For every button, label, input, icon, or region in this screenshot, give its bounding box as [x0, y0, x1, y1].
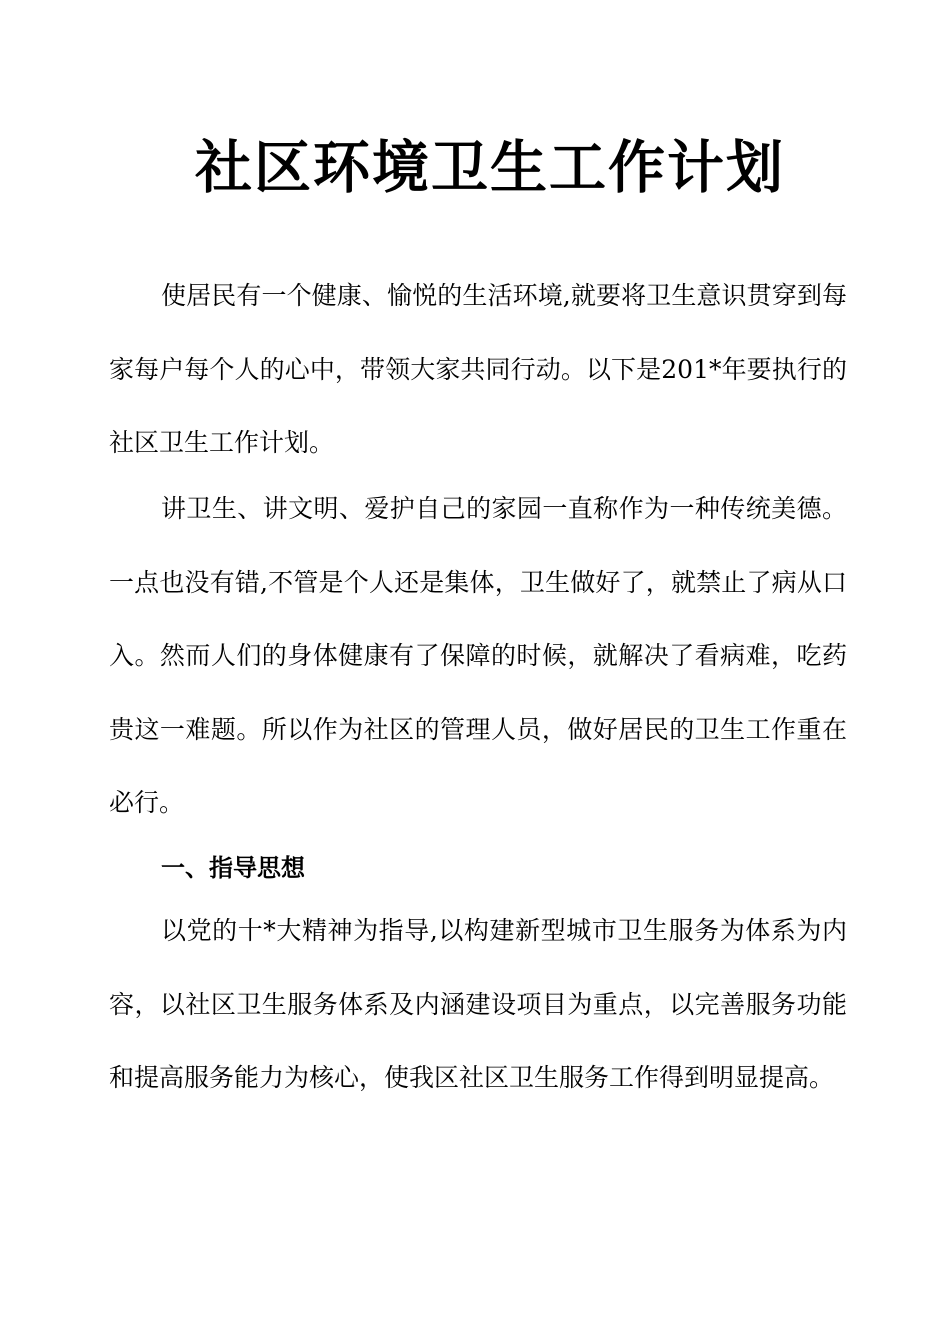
guiding-thought-paragraph: 以党的十*大精神为指导,以构建新型城市卫生服务为体系为内容，以社区卫生服务体系及内涵建设项目为重点，以完善服务功能和提高服务能力为核心，使我区社区卫生服务工作得到明显提高。 — [109, 916, 847, 1092]
intro-paragraph: 使居民有一个健康、愉悦的生活环境,就要将卫生意识贯穿到每家每户每个人的心中，带领大家共同行动。以下是201*年要执行的社区卫生工作计划。 — [109, 281, 847, 457]
hygiene-paragraph: 讲卫生、讲文明、爱护自己的家园一直称作为一种传统美德。一点也没有错,不管是个人还是集体，卫生做好了，就禁止了病从口入。然而人们的身体健康有了保障的时候，就解决了看病难，吃药贵这一难题。所以作为社区的管理人员，做好居民的卫生工作重在必行。 — [109, 494, 847, 817]
document-title: 社区环境卫生工作计划 — [195, 135, 785, 201]
section-heading-guiding-thought: 一、指导思想 — [161, 854, 305, 882]
